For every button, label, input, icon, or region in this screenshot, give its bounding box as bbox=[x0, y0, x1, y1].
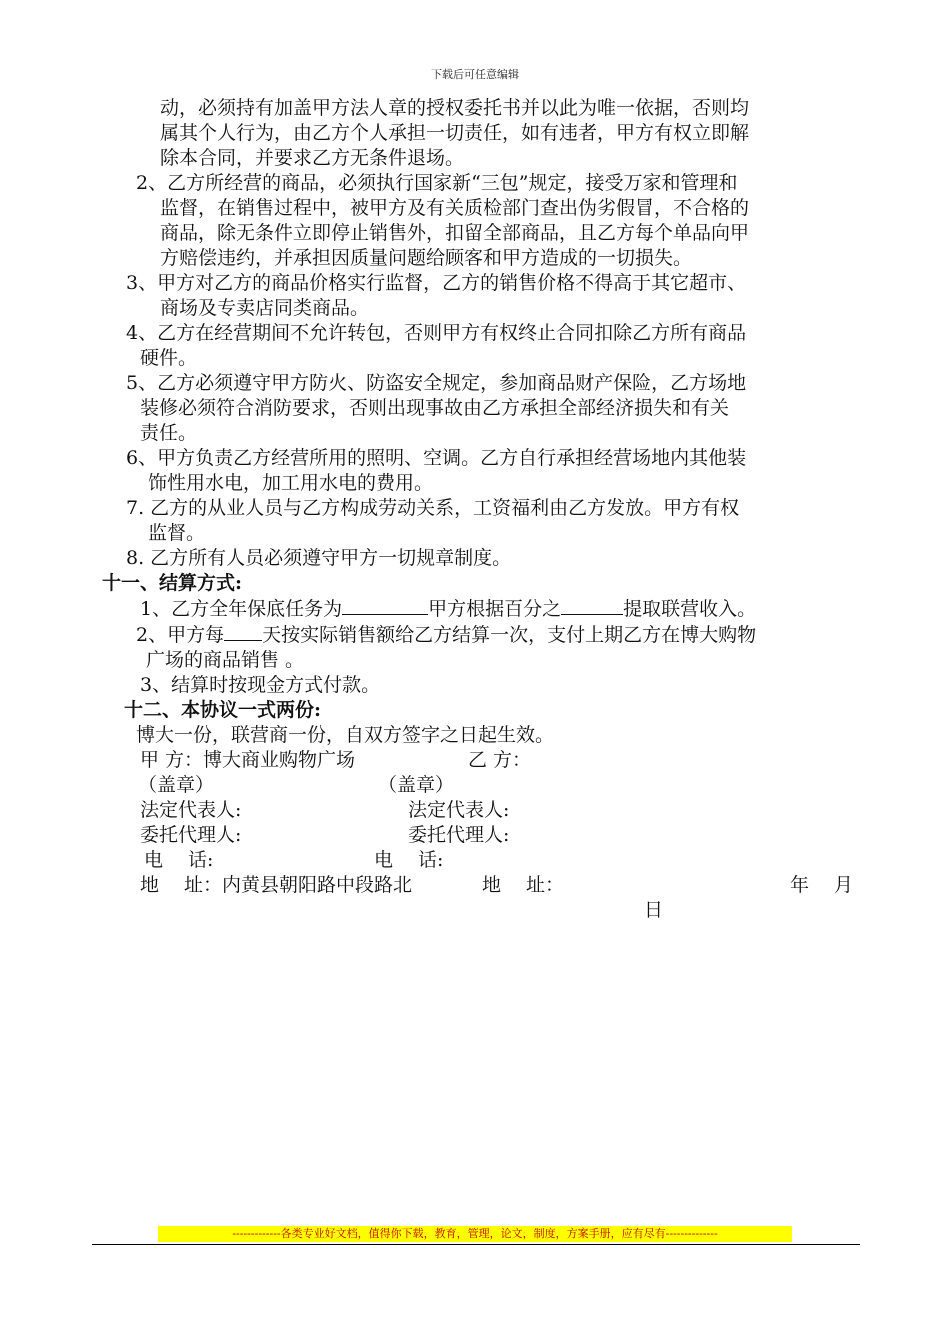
section-11-heading: 十一、结算方式: bbox=[102, 572, 243, 594]
text-line: 责任。 bbox=[140, 422, 198, 444]
text-fragment: 提取联营收入。 bbox=[623, 598, 757, 620]
rep-a-label: 法定代表人: bbox=[140, 799, 242, 821]
text-line: 3、甲方对乙方的商品价格实行监督，乙方的销售价格不得高于其它超市、 bbox=[126, 272, 747, 294]
clause-5 bbox=[0, 371, 950, 446]
date-day: 日 bbox=[644, 899, 664, 921]
fill-blank bbox=[342, 596, 428, 615]
text-line: 动，必须持有加盖甲方法人章的授权委托书并以此为唯一依据，否则均 bbox=[160, 97, 750, 119]
sig-seal-row bbox=[0, 773, 950, 798]
text-line: 除本合同，并要求乙方无条件退场。 bbox=[160, 147, 465, 169]
fill-blank bbox=[561, 596, 623, 615]
text-line: 商品，除无条件立即停止销售外，扣留全部商品，且乙方每个单品向甲 bbox=[160, 222, 750, 244]
text-fragment: 甲方根据百分之 bbox=[428, 598, 562, 620]
agent-b-label: 委托代理人: bbox=[408, 824, 510, 846]
document-body bbox=[0, 96, 950, 923]
clause-6 bbox=[0, 446, 950, 496]
text-line: 硬件。 bbox=[140, 347, 198, 369]
text-line: 方赔偿违约，并承担因质量问题给顾客和甲方造成的一切损失。 bbox=[160, 247, 693, 269]
footer-banner: -------------各类专业好文档，值得你下载，教育，管理，论文，制度，方案手册，应有尽有-------------- bbox=[158, 1226, 792, 1242]
clause-3 bbox=[0, 271, 950, 321]
text-line: 2、乙方所经营的商品，必须执行国家新“三包”规定，接受万家和管理和 bbox=[136, 172, 738, 194]
text-line: 广场的商品销售 。 bbox=[146, 649, 305, 671]
text-line: 博大一份，联营商一份，自双方签字之日起生效。 bbox=[136, 724, 555, 746]
text-line: 5、乙方必须遵守甲方防火、防盗安全规定，参加商品财产保险，乙方场地 bbox=[126, 372, 747, 394]
party-b-label: 乙 方： bbox=[468, 749, 532, 771]
text-line: 属其个人行为，由乙方个人承担一切责任，如有违者，甲方有权立即解 bbox=[160, 122, 750, 144]
sig-date-row bbox=[0, 898, 950, 923]
address-b-label: 地 址： bbox=[482, 874, 565, 896]
clause-7 bbox=[0, 496, 950, 546]
text-line: 8. 乙方所有人员必须遵守甲方一切规章制度。 bbox=[126, 547, 512, 569]
sig-phone-row bbox=[0, 848, 950, 873]
phone-b-label: 电 话: bbox=[374, 849, 444, 871]
clause-8 bbox=[0, 546, 950, 571]
sig-party-row bbox=[0, 748, 950, 773]
text-line: 4、乙方在经营期间不允许转包，否则甲方有权终止合同扣除乙方所有商品 bbox=[126, 322, 747, 344]
fill-blank bbox=[224, 622, 262, 641]
settlement-item-1 bbox=[140, 596, 858, 622]
text-line: 监督，在销售过程中，被甲方及有关质检部门查出伪劣假冒，不合格的 bbox=[160, 197, 750, 219]
sig-agent-row bbox=[0, 823, 950, 848]
settlement-item-3: 3、结算时按现金方式付款。 bbox=[140, 674, 381, 696]
text-fragment: 天按实际销售额给乙方结算一次，支付上期乙方在博大购物 bbox=[262, 624, 757, 646]
settlement-item-2 bbox=[136, 622, 858, 648]
signature-block bbox=[0, 748, 950, 923]
date-year-month: 年 月 bbox=[790, 874, 854, 896]
phone-a-label: 电 话: bbox=[144, 849, 214, 871]
seal-b-label: （盖章） bbox=[378, 774, 455, 796]
address-a-label: 地 址：内黄县朝阳路中段路北 bbox=[140, 874, 413, 896]
text-fragment: 2、甲方每 bbox=[136, 624, 225, 646]
agent-a-label: 委托代理人: bbox=[140, 824, 242, 846]
clause-4 bbox=[0, 321, 950, 371]
rep-b-label: 法定代表人: bbox=[408, 799, 510, 821]
page-header: 下载后可任意编辑 bbox=[431, 68, 519, 81]
seal-a-label: （盖章） bbox=[138, 774, 215, 796]
text-line: 监督。 bbox=[148, 522, 206, 544]
paragraph-continuation bbox=[0, 96, 950, 171]
text-fragment: 1、乙方全年保底任务为 bbox=[140, 598, 343, 620]
text-line: 商场及专卖店同类商品。 bbox=[160, 297, 370, 319]
text-line: 装修必须符合消防要求，否则出现事故由乙方承担全部经济损失和有关 bbox=[140, 397, 730, 419]
text-line: 7. 乙方的从业人员与乙方构成劳动关系，工资福利由乙方发放。甲方有权 bbox=[126, 497, 740, 519]
clause-2 bbox=[0, 171, 950, 271]
text-line: 6、甲方负责乙方经营所用的照明、空调。乙方自行承担经营场地内其他装 bbox=[126, 447, 747, 469]
section-12-heading: 十二、本协议一式两份: bbox=[124, 699, 322, 721]
sig-address-row bbox=[0, 873, 950, 898]
party-a-label: 甲 方：博大商业购物广场 bbox=[140, 749, 356, 771]
text-line: 饰性用水电，加工用水电的费用。 bbox=[148, 472, 434, 494]
footer-divider bbox=[92, 1244, 860, 1245]
sig-rep-row bbox=[0, 798, 950, 823]
